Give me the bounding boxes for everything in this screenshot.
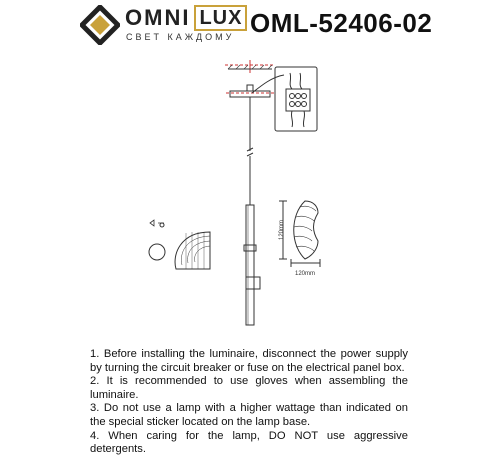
brand-tagline: СВЕТ КАЖДОМУ [126, 32, 235, 42]
brand-lux: LUX [194, 5, 247, 31]
omnilux-logo-icon [80, 5, 120, 45]
ceiling-mount [225, 60, 275, 97]
brand-name [125, 4, 247, 32]
header [0, 0, 500, 50]
instruction-item: 3. Do not use a lamp with a higher wattage than indicated on the special sticker located on the lamp base. [90, 402, 408, 428]
wiring-detail [252, 67, 317, 131]
technical-drawing [0, 55, 500, 345]
model-number: OML-52406-02 [250, 8, 433, 38]
brand-omni: OMNI [125, 5, 191, 30]
shade-dimension-view [279, 201, 320, 267]
bulb-shade-detail [149, 220, 210, 269]
installation-instructions [90, 348, 408, 457]
instruction-item: 2. It is recommended to use gloves when assembling the luminaire. [90, 375, 408, 401]
dimension-height-label: 120mm [279, 219, 285, 241]
suspension-rod [244, 97, 260, 325]
instruction-item: 4. When caring for the lamp, DO NOT use aggressive detergents. [90, 429, 408, 456]
instruction-item: 1. Before installing the luminaire, disconnect the power supply by turning the circuit breaker or fuse on the electrical panel box. [90, 348, 408, 374]
dimension-width-label: 120mm [294, 271, 316, 277]
